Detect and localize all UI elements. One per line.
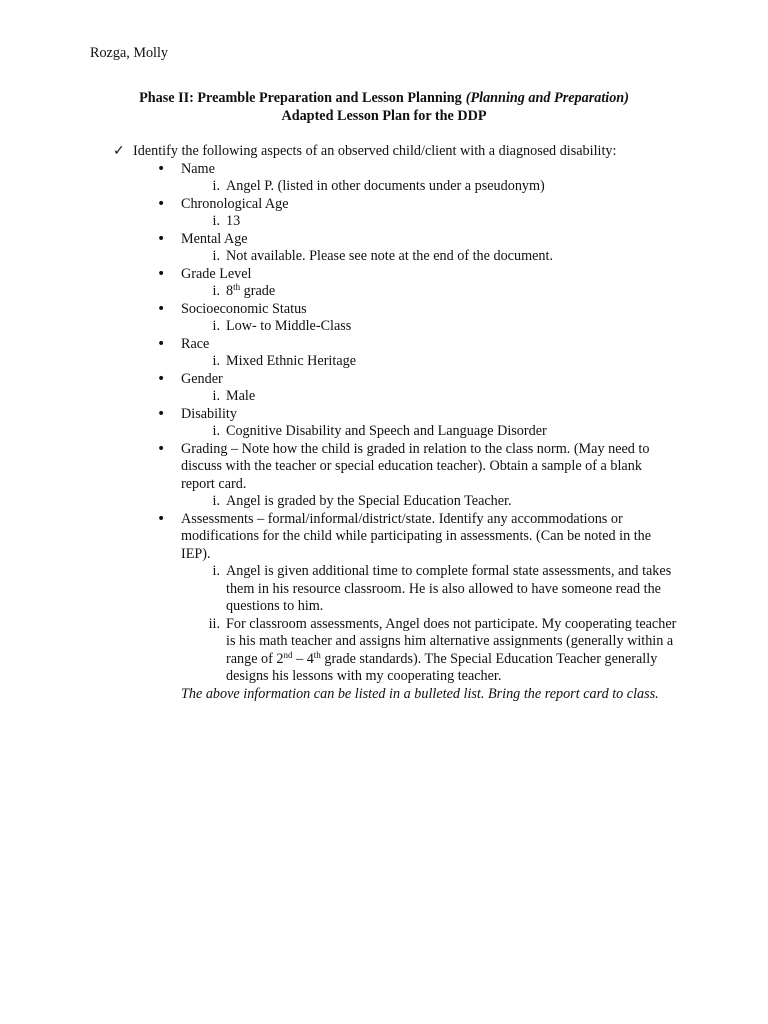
sub-item-text: Not available. Please see note at the end of the document. <box>226 248 553 264</box>
sub-item-text: Angel is graded by the Special Education Teacher. <box>226 493 512 509</box>
sub-item-number: ii. <box>208 615 220 632</box>
list-item <box>157 161 677 179</box>
intro-line <box>113 143 616 161</box>
sub-item <box>157 213 677 231</box>
sub-item-number: i. <box>212 388 220 404</box>
sub-item-text: Male <box>226 388 256 404</box>
sub-item-number: i. <box>212 248 220 264</box>
sub-item-number: i. <box>212 563 220 579</box>
item-label: Mental Age <box>181 230 248 247</box>
item-label: Gender <box>181 370 223 387</box>
sub-item-text: Angel P. (listed in other documents under a pseudonym) <box>226 178 545 194</box>
sub-item-text: Angel is given additional time to complete formal state assessments, and takes them in his resource classroom. He is also allowed to have someone read the questions to him. <box>226 563 672 614</box>
item-label: Grade Level <box>181 265 252 282</box>
sub-item <box>157 563 677 616</box>
bullet-icon: • <box>157 405 166 422</box>
sub-item-text: 13 <box>226 213 241 229</box>
ordinal-suffix: th <box>313 649 321 660</box>
author-name: Rozga, Molly <box>90 45 169 61</box>
item-label: Grading – Note how the child is graded in relation to the class norm. (May need to discuss with the teacher or special education teacher). Obtain a sample of a blank report card. <box>181 440 650 492</box>
intro-text: Identify the following aspects of an observed child/client with a diagnosed disability: <box>133 143 617 159</box>
list-item <box>157 441 677 494</box>
text-fragment: grade <box>240 283 276 299</box>
bullet-icon: • <box>157 195 166 212</box>
sub-item-text: Low- to Middle-Class <box>226 318 352 334</box>
bullet-icon: • <box>157 230 166 247</box>
sub-item-number: i. <box>212 178 220 194</box>
sub-item <box>157 388 677 406</box>
ordinal-suffix: nd <box>283 649 293 660</box>
item-label: Name <box>181 160 215 177</box>
checkmark-icon: ✓ <box>113 143 125 159</box>
title-main: Phase II: Preamble Preparation and Lesson Planning <box>139 90 462 106</box>
list-item <box>157 336 677 354</box>
item-label: Assessments – formal/informal/district/state. Identify any accommodations or modifications for the child while participating in assessments. (Can be noted in the IEP). <box>181 510 652 562</box>
item-label: Race <box>181 335 210 352</box>
list-item <box>157 266 677 284</box>
sub-item <box>157 616 677 686</box>
sub-item <box>157 248 677 266</box>
sub-item-number: i. <box>212 283 220 299</box>
item-label: Chronological Age <box>181 195 289 212</box>
list-item <box>157 301 677 319</box>
sub-item-number: i. <box>212 423 220 439</box>
closing-note: The above information can be listed in a bulleted list. Bring the report card to class. <box>181 685 659 702</box>
bullet-icon: • <box>157 370 166 387</box>
sub-item <box>157 493 677 511</box>
sub-item-text <box>226 283 275 299</box>
text-fragment: 8 <box>226 283 234 299</box>
bullet-icon: • <box>157 510 166 527</box>
list-item <box>157 371 677 389</box>
title-italic: (Planning and Preparation) <box>465 90 629 106</box>
sub-item-text <box>226 616 676 685</box>
text-fragment: grade standards). The Special Education Teacher generally designs his lessons with my cooperating teacher. <box>226 650 658 684</box>
bullet-icon: • <box>157 335 166 352</box>
sub-item <box>157 178 677 196</box>
text-fragment: – 4 <box>292 650 314 667</box>
sub-item-text: Cognitive Disability and Speech and Language Disorder <box>226 423 547 439</box>
sub-item <box>157 423 677 441</box>
item-label: Disability <box>181 405 237 422</box>
list-item <box>157 406 677 424</box>
bullet-icon: • <box>157 160 166 177</box>
sub-item <box>157 283 677 301</box>
bullet-icon: • <box>157 440 166 457</box>
sub-item <box>157 353 677 371</box>
text-fragment: For classroom assessments, Angel does not participate. My cooperating teacher is his math teacher and assigns him alternative assignments (generally within a range of 2 <box>226 615 677 667</box>
list-item <box>157 511 677 564</box>
bullet-icon: • <box>157 300 166 317</box>
list-item <box>157 196 677 214</box>
aspects-list <box>157 161 677 704</box>
sub-item-number: i. <box>212 318 220 334</box>
sub-item-number: i. <box>212 493 220 509</box>
bullet-icon: • <box>157 265 166 282</box>
sub-item-number: i. <box>212 213 220 229</box>
item-label: Socioeconomic Status <box>181 300 307 317</box>
sub-item-number: i. <box>212 353 220 369</box>
list-item <box>157 231 677 249</box>
ordinal-suffix: th <box>233 282 241 292</box>
document-title <box>0 90 768 108</box>
document-subtitle: Adapted Lesson Plan for the DDP <box>281 108 487 124</box>
sub-item <box>157 318 677 336</box>
sub-item-text: Mixed Ethnic Heritage <box>226 353 357 369</box>
